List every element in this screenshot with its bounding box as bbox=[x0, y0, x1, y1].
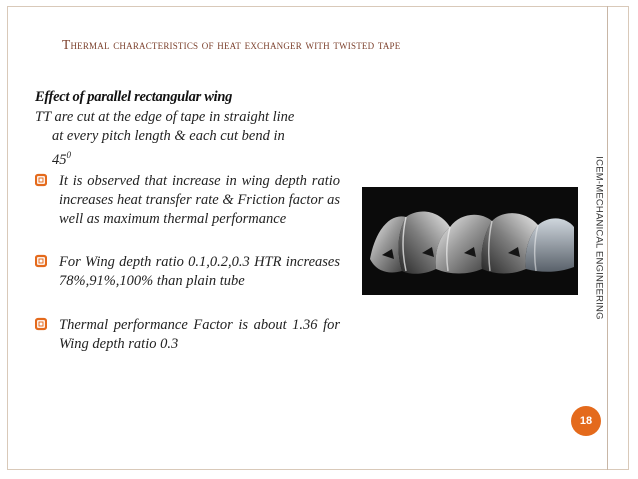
bullet-item bbox=[35, 316, 340, 354]
vertical-footer-label bbox=[592, 128, 606, 348]
twisted-tape-photo bbox=[362, 187, 578, 295]
bullet-icon bbox=[35, 317, 47, 331]
intro-degree: 0 bbox=[66, 150, 71, 160]
page-number-badge: 18 bbox=[571, 406, 601, 436]
intro-angle: 45 bbox=[52, 151, 67, 168]
vertical-divider bbox=[607, 6, 608, 470]
intro-paragraph bbox=[35, 108, 340, 170]
bullet-icon bbox=[35, 173, 47, 187]
bullet-item bbox=[35, 172, 340, 229]
twisted-tape-illustration bbox=[362, 187, 578, 295]
department-label: ICEM-MECHANICAL ENGINEERING bbox=[593, 156, 605, 320]
intro-rest-text: at every pitch length & each cut bend in bbox=[52, 128, 285, 144]
subheading: Effect of parallel rectangular wing bbox=[35, 89, 233, 105]
bullet-item bbox=[35, 253, 340, 291]
bullet-text: Thermal performance Factor is about 1.36 for Wing depth ratio 0.3 bbox=[59, 317, 340, 352]
intro-rest bbox=[35, 127, 340, 170]
intro-first-line: TT are cut at the edge of tape in straight line bbox=[35, 109, 295, 125]
bullet-text: For Wing depth ratio 0.1,0.2,0.3 HTR increases 78%,91%,100% than plain tube bbox=[59, 254, 340, 289]
bullet-text: It is observed that increase in wing depth ratio increases heat transfer rate & Friction factor as well as maximum thermal performance bbox=[59, 173, 340, 227]
bullet-icon bbox=[35, 254, 47, 268]
slide-title: Thermal characteristics of heat exchanger with twisted tape bbox=[62, 37, 401, 52]
